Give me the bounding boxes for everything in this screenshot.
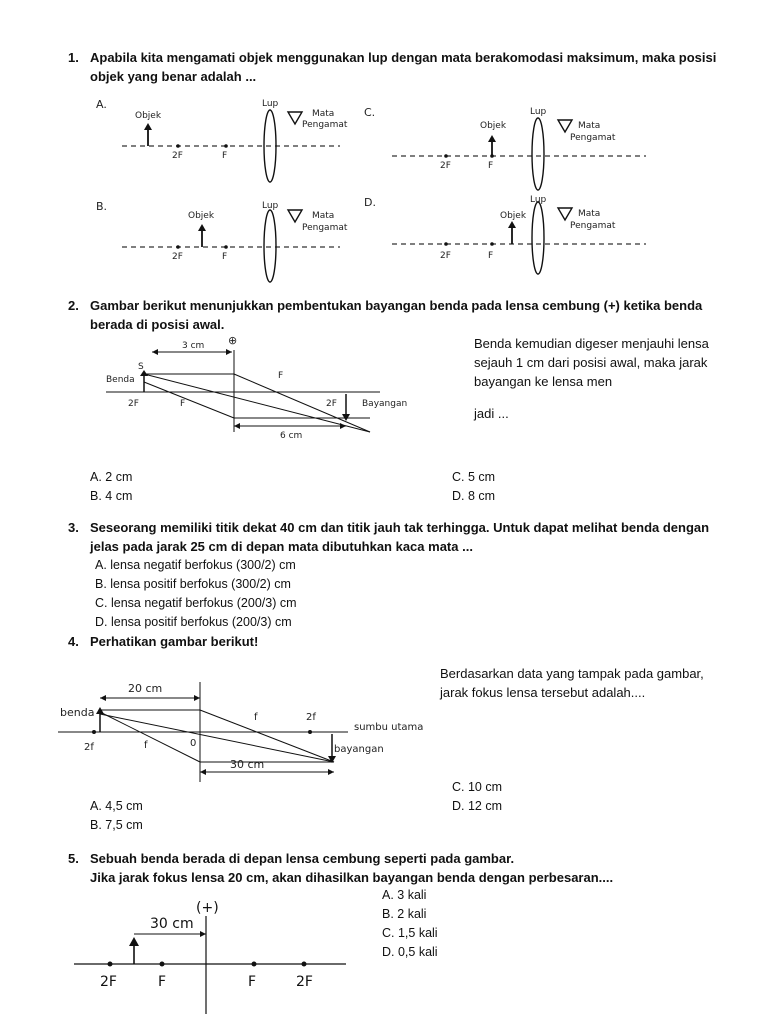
q4-figure xyxy=(58,676,438,788)
svg-text:Lup: Lup xyxy=(530,107,547,117)
svg-text:2F: 2F xyxy=(296,974,313,990)
svg-text:2F: 2F xyxy=(326,399,337,409)
svg-text:Lup: Lup xyxy=(262,99,279,109)
svg-text:Mata: Mata xyxy=(578,121,601,131)
svg-text:Lup: Lup xyxy=(530,195,547,205)
svg-text:Pengamat: Pengamat xyxy=(570,221,616,231)
q4-option-b[interactable]: B. 7,5 cm xyxy=(90,818,143,832)
q1-figure xyxy=(80,90,720,286)
svg-text:F: F xyxy=(222,252,228,262)
q1-panel-d xyxy=(364,195,646,274)
q1-panel-c-letter: C. xyxy=(364,106,376,119)
svg-text:S: S xyxy=(138,362,144,372)
svg-text:Bayangan: Bayangan xyxy=(362,399,408,409)
svg-text:Objek: Objek xyxy=(500,211,527,221)
q5-figure xyxy=(70,890,360,1020)
q2-side-line1: Benda kemudian digeser menjauhi lensa xyxy=(474,336,709,351)
q2-text-line2: berada di posisi awal. xyxy=(90,317,225,332)
svg-text:Pengamat: Pengamat xyxy=(570,133,616,143)
q3-text-line1: Seseorang memiliki titik dekat 40 cm dan titik jauh tak terhingga. Untuk dapat melihat benda dengan xyxy=(90,520,710,535)
svg-text:f: f xyxy=(254,712,258,723)
q4-text: Perhatikan gambar berikut! xyxy=(90,634,259,649)
q5-text-line2: Jika jarak fokus lensa 20 cm, akan dihasilkan bayangan benda dengan perbesaran.... xyxy=(90,870,614,885)
svg-text:2F: 2F xyxy=(100,974,117,990)
q3-number: 3. xyxy=(68,520,79,535)
q4-option-c[interactable]: C. 10 cm xyxy=(452,780,503,794)
q3-option-b[interactable]: B. lensa positif berfokus (300/2) cm xyxy=(95,577,291,591)
svg-text:30 cm: 30 cm xyxy=(150,916,194,932)
q3-text-line2: jelas pada jarak 25 cm di depan mata dibutuhkan kaca mata ... xyxy=(90,539,473,554)
q1-text-line2: objek yang benar adalah ... xyxy=(90,69,257,84)
svg-text:2f: 2f xyxy=(84,742,94,753)
q5-option-d[interactable]: D. 0,5 kali xyxy=(382,945,438,959)
q3-option-d[interactable]: D. lensa positif berfokus (200/3) cm xyxy=(95,615,292,629)
svg-text:20 cm: 20 cm xyxy=(128,682,163,695)
q1-number: 1. xyxy=(68,50,79,65)
q5-option-a[interactable]: A. 3 kali xyxy=(382,888,427,902)
q2-option-b[interactable]: B. 4 cm xyxy=(90,489,133,503)
svg-text:bayangan: bayangan xyxy=(334,744,384,755)
q2-option-d[interactable]: D. 8 cm xyxy=(452,489,496,503)
q2-side-line2: sejauh 1 cm dari posisi awal, maka jarak xyxy=(474,355,708,370)
svg-text:F: F xyxy=(488,161,494,171)
q4-option-a[interactable]: A. 4,5 cm xyxy=(90,799,143,813)
svg-text:Lup: Lup xyxy=(262,201,279,211)
q3-option-a[interactable]: A. lensa negatif berfokus (300/2) cm xyxy=(95,558,296,572)
svg-text:Mata: Mata xyxy=(578,209,601,219)
svg-text:⊕: ⊕ xyxy=(228,334,238,347)
svg-text:2F: 2F xyxy=(440,251,451,261)
q1-text-line1: Apabila kita mengamati objek menggunakan lup dengan mata berakomodasi maksimum, maka posisi xyxy=(90,50,717,65)
svg-text:Objek: Objek xyxy=(480,121,507,131)
svg-text:F: F xyxy=(180,399,186,409)
svg-text:Pengamat: Pengamat xyxy=(302,223,348,233)
q1-panel-a xyxy=(96,98,348,182)
q2-figure xyxy=(100,332,408,441)
svg-text:Pengamat: Pengamat xyxy=(302,120,348,130)
svg-text:F: F xyxy=(248,974,257,990)
q2-option-a[interactable]: A. 2 cm xyxy=(90,470,133,484)
q2-number: 2. xyxy=(68,298,79,313)
svg-text:0: 0 xyxy=(190,738,197,749)
svg-text:Benda: Benda xyxy=(106,375,135,385)
svg-text:(+): (+) xyxy=(196,900,219,916)
q4-number: 4. xyxy=(68,634,79,649)
q5-option-b[interactable]: B. 2 kali xyxy=(382,907,427,921)
svg-text:Objek: Objek xyxy=(188,211,215,221)
q2-side-line3: bayangan ke lensa men xyxy=(474,374,613,389)
svg-text:2F: 2F xyxy=(172,151,183,161)
svg-text:f: f xyxy=(144,740,148,751)
q1-panel-d-letter: D. xyxy=(364,196,376,209)
q5-option-c[interactable]: C. 1,5 kali xyxy=(382,926,438,940)
svg-text:2F: 2F xyxy=(440,161,451,171)
q4-side-line1: Berdasarkan data yang tampak pada gambar, xyxy=(440,666,704,681)
svg-text:F: F xyxy=(278,371,284,381)
q4-side-line2: jarak fokus lensa tersebut adalah.... xyxy=(440,685,646,700)
q3-option-c[interactable]: C. lensa negatif berfokus (200/3) cm xyxy=(95,596,297,610)
svg-text:sumbu utama: sumbu utama xyxy=(354,722,424,733)
svg-text:F: F xyxy=(488,251,494,261)
svg-text:F: F xyxy=(222,151,228,161)
q1-panel-a-letter: A. xyxy=(96,98,107,111)
q1-panel-b-letter: B. xyxy=(96,200,108,213)
q1-panel-b xyxy=(96,200,348,282)
q2-text-line1: Gambar berikut menunjukkan pembentukan bayangan benda pada lensa cembung (+) ketika benda xyxy=(90,298,703,313)
q2-side-line4: jadi ... xyxy=(474,406,509,421)
q5-number: 5. xyxy=(68,851,79,866)
svg-text:30 cm: 30 cm xyxy=(230,758,265,771)
svg-text:F: F xyxy=(158,974,167,990)
q4-option-d[interactable]: D. 12 cm xyxy=(452,799,503,813)
svg-text:2F: 2F xyxy=(128,399,139,409)
svg-text:3 cm: 3 cm xyxy=(182,341,205,351)
q5-text-line1: Sebuah benda berada di depan lensa cembung seperti pada gambar. xyxy=(90,851,515,866)
q1-panel-c xyxy=(364,106,646,190)
svg-text:6 cm: 6 cm xyxy=(280,431,303,441)
q2-option-c[interactable]: C. 5 cm xyxy=(452,470,496,484)
svg-text:Mata: Mata xyxy=(312,109,335,119)
svg-text:2f: 2f xyxy=(306,712,316,723)
svg-text:benda: benda xyxy=(60,706,95,719)
svg-text:2F: 2F xyxy=(172,252,183,262)
q1-panel-a-objek: Objek xyxy=(135,111,162,121)
svg-text:Mata: Mata xyxy=(312,211,335,221)
